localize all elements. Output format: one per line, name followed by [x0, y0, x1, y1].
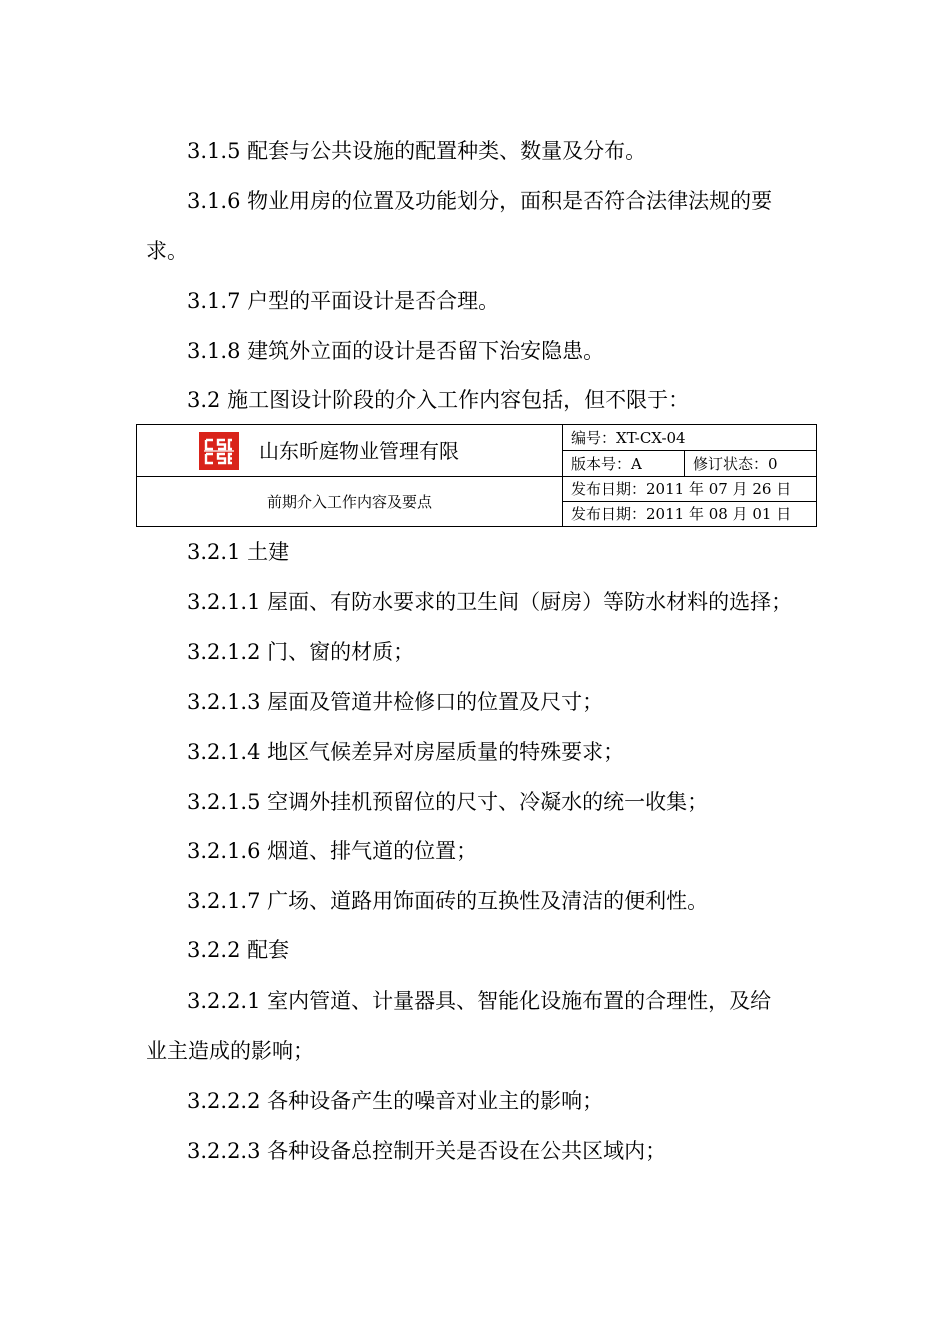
paragraph-3-2-2-1: 3.2.2.1 室内管道、计量器具、智能化设施布置的合理性，及给 — [187, 989, 772, 1013]
effective-date: 发布日期：2011 年 08 月 01 日 — [563, 502, 817, 527]
paragraph-3-2-1-7: 3.2.1.7 广场、道路用饰面砖的互换性及清洁的便利性。 — [187, 889, 709, 913]
revision-status: 修订状态：0 — [685, 451, 817, 477]
paragraph-3-2-1-5: 3.2.1.5 空调外挂机预留位的尺寸、冷凝水的统一收集； — [187, 790, 709, 814]
cscec-logo — [199, 432, 239, 470]
issue-date: 发布日期：2011 年 07 月 26 日 — [563, 477, 817, 502]
version-number: 版本号：A — [563, 451, 685, 477]
company-name: 山东昕庭物业管理有限 — [259, 438, 459, 463]
document-header-table — [136, 424, 817, 527]
paragraph-3-2-1-2: 3.2.1.2 门、窗的材质； — [187, 640, 415, 664]
paragraph-3-2-1-3: 3.2.1.3 屋面及管道井检修口的位置及尺寸； — [187, 690, 604, 714]
paragraph-3-1-6-continued: 求。 — [146, 239, 188, 263]
paragraph-3-2-2-1-continued: 业主造成的影响； — [146, 1039, 314, 1063]
company-cell — [137, 425, 563, 477]
paragraph-3-2-2-3: 3.2.2.3 各种设备总控制开关是否设在公共区域内； — [187, 1139, 667, 1163]
paragraph-3-1-7: 3.1.7 户型的平面设计是否合理。 — [187, 289, 500, 313]
doc-number: 编号：XT-CX-04 — [563, 425, 817, 451]
paragraph-3-2-1: 3.2.1 土建 — [187, 540, 290, 564]
paragraph-3-1-6: 3.1.6 物业用房的位置及功能划分，面积是否符合法律法规的要 — [187, 189, 773, 213]
paragraph-3-2-1-4: 3.2.1.4 地区气候差异对房屋质量的特殊要求； — [187, 740, 625, 764]
cscec-logo-icon — [199, 432, 239, 470]
document-title: 前期介入工作内容及要点 — [137, 477, 563, 527]
paragraph-3-1-5: 3.1.5 配套与公共设施的配置种类、数量及分布。 — [187, 139, 647, 163]
paragraph-3-1-8: 3.1.8 建筑外立面的设计是否留下治安隐患。 — [187, 339, 605, 363]
paragraph-3-2-1-6: 3.2.1.6 烟道、排气道的位置； — [187, 839, 478, 863]
paragraph-3-2-2-2: 3.2.2.2 各种设备产生的噪音对业主的影响； — [187, 1089, 604, 1113]
paragraph-3-2-1-1: 3.2.1.1 屋面、有防水要求的卫生间（厨房）等防水材料的选择； — [187, 590, 793, 614]
paragraph-3-2: 3.2 施工图设计阶段的介入工作内容包括，但不限于： — [187, 388, 690, 412]
paragraph-3-2-2: 3.2.2 配套 — [187, 938, 290, 962]
